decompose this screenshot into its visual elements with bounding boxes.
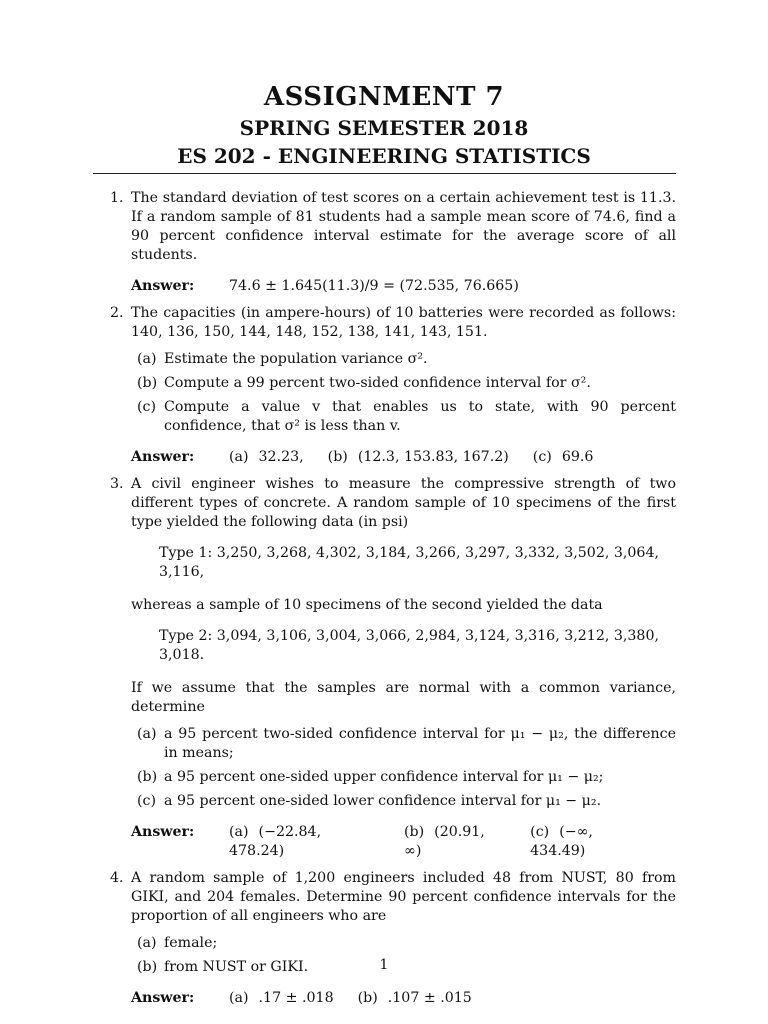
answer-part-tag: (b): [357, 990, 378, 1006]
sub-question: [131, 792, 676, 811]
type2-data: Type 2: 3,094, 3,106, 3,004, 3,066, 2,984, 3,124, 3,316, 3,212, 3,380, 3,018.: [159, 628, 659, 663]
problem-number: 3.: [110, 476, 124, 492]
sub-question-text: a 95 percent two-sided confidence interval for μ₁ − μ₂, the difference in means;: [164, 726, 676, 761]
answer-part-value: (−22.84, 478.24): [229, 824, 322, 859]
problem-number: 4.: [110, 870, 124, 886]
sub-question-text: a 95 percent one-sided lower confidence interval for μ₁ − μ₂.: [164, 793, 602, 809]
answer-label: Answer:: [131, 278, 195, 294]
problem-text: A random sample of 1,200 engineers included 48 from NUST, 80 from GIKI, and 204 females. Determine 90 percent confidence intervals for the proportion of all engineers who are: [131, 870, 676, 924]
header-divider: [93, 173, 676, 174]
problem-text: The standard deviation of test scores on a certain achievement test is 11.3. If a random sample of 81 students had a sample mean score of 74.6, find a 90 percent confidence interval estimate for the average score of all students.: [131, 190, 676, 263]
document-header: [0, 80, 768, 170]
sub-question: [131, 725, 676, 763]
semester-subtitle: SPRING SEMESTER 2018: [239, 116, 529, 140]
page-number: 1: [379, 957, 389, 973]
answer-row: [131, 823, 676, 861]
sub-question: [131, 350, 676, 369]
sub-question-tag: (a): [137, 726, 157, 742]
answer-part-value: (12.3, 153.83, 167.2): [357, 449, 509, 465]
answer-part-tag: (b): [404, 824, 425, 840]
answer-part: [358, 989, 472, 1008]
sub-question-list: [131, 350, 676, 436]
sub-question-tag: (c): [137, 793, 157, 809]
sub-question-text: a 95 percent one-sided upper confidence interval for μ₁ − μ₂;: [164, 769, 604, 785]
problem-1: [110, 189, 676, 296]
type1-data: Type 1: 3,250, 3,268, 4,302, 3,184, 3,266, 3,297, 3,332, 3,502, 3,064, 3,116,: [159, 545, 659, 580]
answer-row: [131, 989, 676, 1008]
problem-list: [110, 189, 676, 1016]
answer-label: Answer:: [131, 990, 195, 1006]
answer-part: [328, 448, 509, 467]
sub-question-tag: (c): [137, 399, 157, 415]
answer-part-tag: (c): [530, 824, 550, 840]
sub-question-text: Compute a 99 percent two-sided confidence interval for σ².: [164, 375, 591, 391]
sub-question-text: Compute a value v that enables us to state, with 90 percent confidence, that σ² is less than v.: [164, 399, 676, 434]
sub-question-text: Estimate the population variance σ².: [164, 351, 428, 367]
answer-part-tag: (a): [229, 990, 249, 1006]
problem-middle-text: whereas a sample of 10 specimens of the second yielded the data: [131, 597, 603, 613]
sub-question-text: from NUST or GIKI.: [164, 959, 309, 975]
sub-question-tag: (b): [137, 959, 158, 975]
assignment-title: ASSIGNMENT 7: [263, 82, 505, 112]
sub-question: [131, 934, 676, 953]
problem-4: [110, 869, 676, 1008]
answer-part-value: .107 ± .015: [387, 990, 472, 1006]
answer-row: [131, 277, 676, 296]
sub-question-tag: (a): [137, 351, 157, 367]
problem-number: 1.: [110, 190, 124, 206]
answer-part-value: .17 ± .018: [258, 990, 334, 1006]
answer-part-tag: (a): [229, 449, 249, 465]
answer-label: Answer:: [131, 824, 195, 840]
answer-part-value: (20.91, ∞): [404, 824, 485, 859]
sub-question: [131, 768, 676, 787]
answer-part-value: 32.23,: [258, 449, 304, 465]
sub-question-text: female;: [164, 935, 218, 951]
sub-question: [131, 374, 676, 393]
sub-question-tag: (a): [137, 935, 157, 951]
answer-part: [229, 823, 380, 861]
problem-text: A civil engineer wishes to measure the compressive strength of two different types of concrete. A random sample of 10 specimens of the first type yielded the following data (in psi): [131, 476, 676, 530]
problem-2: [110, 304, 676, 467]
problem-number: 2.: [110, 305, 124, 321]
course-subtitle: ES 202 - ENGINEERING STATISTICS: [177, 144, 591, 168]
answer-value: 74.6 ± 1.645(11.3)/9 = (72.535, 76.665): [229, 278, 519, 294]
answer-part: [533, 448, 594, 467]
answer-label: Answer:: [131, 449, 195, 465]
sub-question-list: [131, 725, 676, 811]
answer-part: [229, 448, 304, 467]
sub-question-tag: (b): [137, 375, 158, 391]
answer-part-value: (−∞, 434.49): [530, 824, 593, 859]
problem-text: The capacities (in ampere-hours) of 10 batteries were recorded as follows: 140, 136, 150, 144, 148, 152, 138, 141, 143, 151.: [131, 305, 676, 340]
answer-part-tag: (a): [229, 824, 249, 840]
sub-question: [131, 398, 676, 436]
problem-question-text: If we assume that the samples are normal with a common variance, determine: [131, 680, 676, 715]
answer-part-tag: (c): [532, 449, 552, 465]
answer-part: [229, 989, 334, 1008]
answer-part: [530, 823, 652, 861]
sub-question-tag: (b): [137, 769, 158, 785]
answer-part-value: 69.6: [561, 449, 594, 465]
problem-3: [110, 475, 676, 861]
answer-part: [404, 823, 506, 861]
answer-row: [131, 448, 676, 467]
answer-part-tag: (b): [327, 449, 348, 465]
